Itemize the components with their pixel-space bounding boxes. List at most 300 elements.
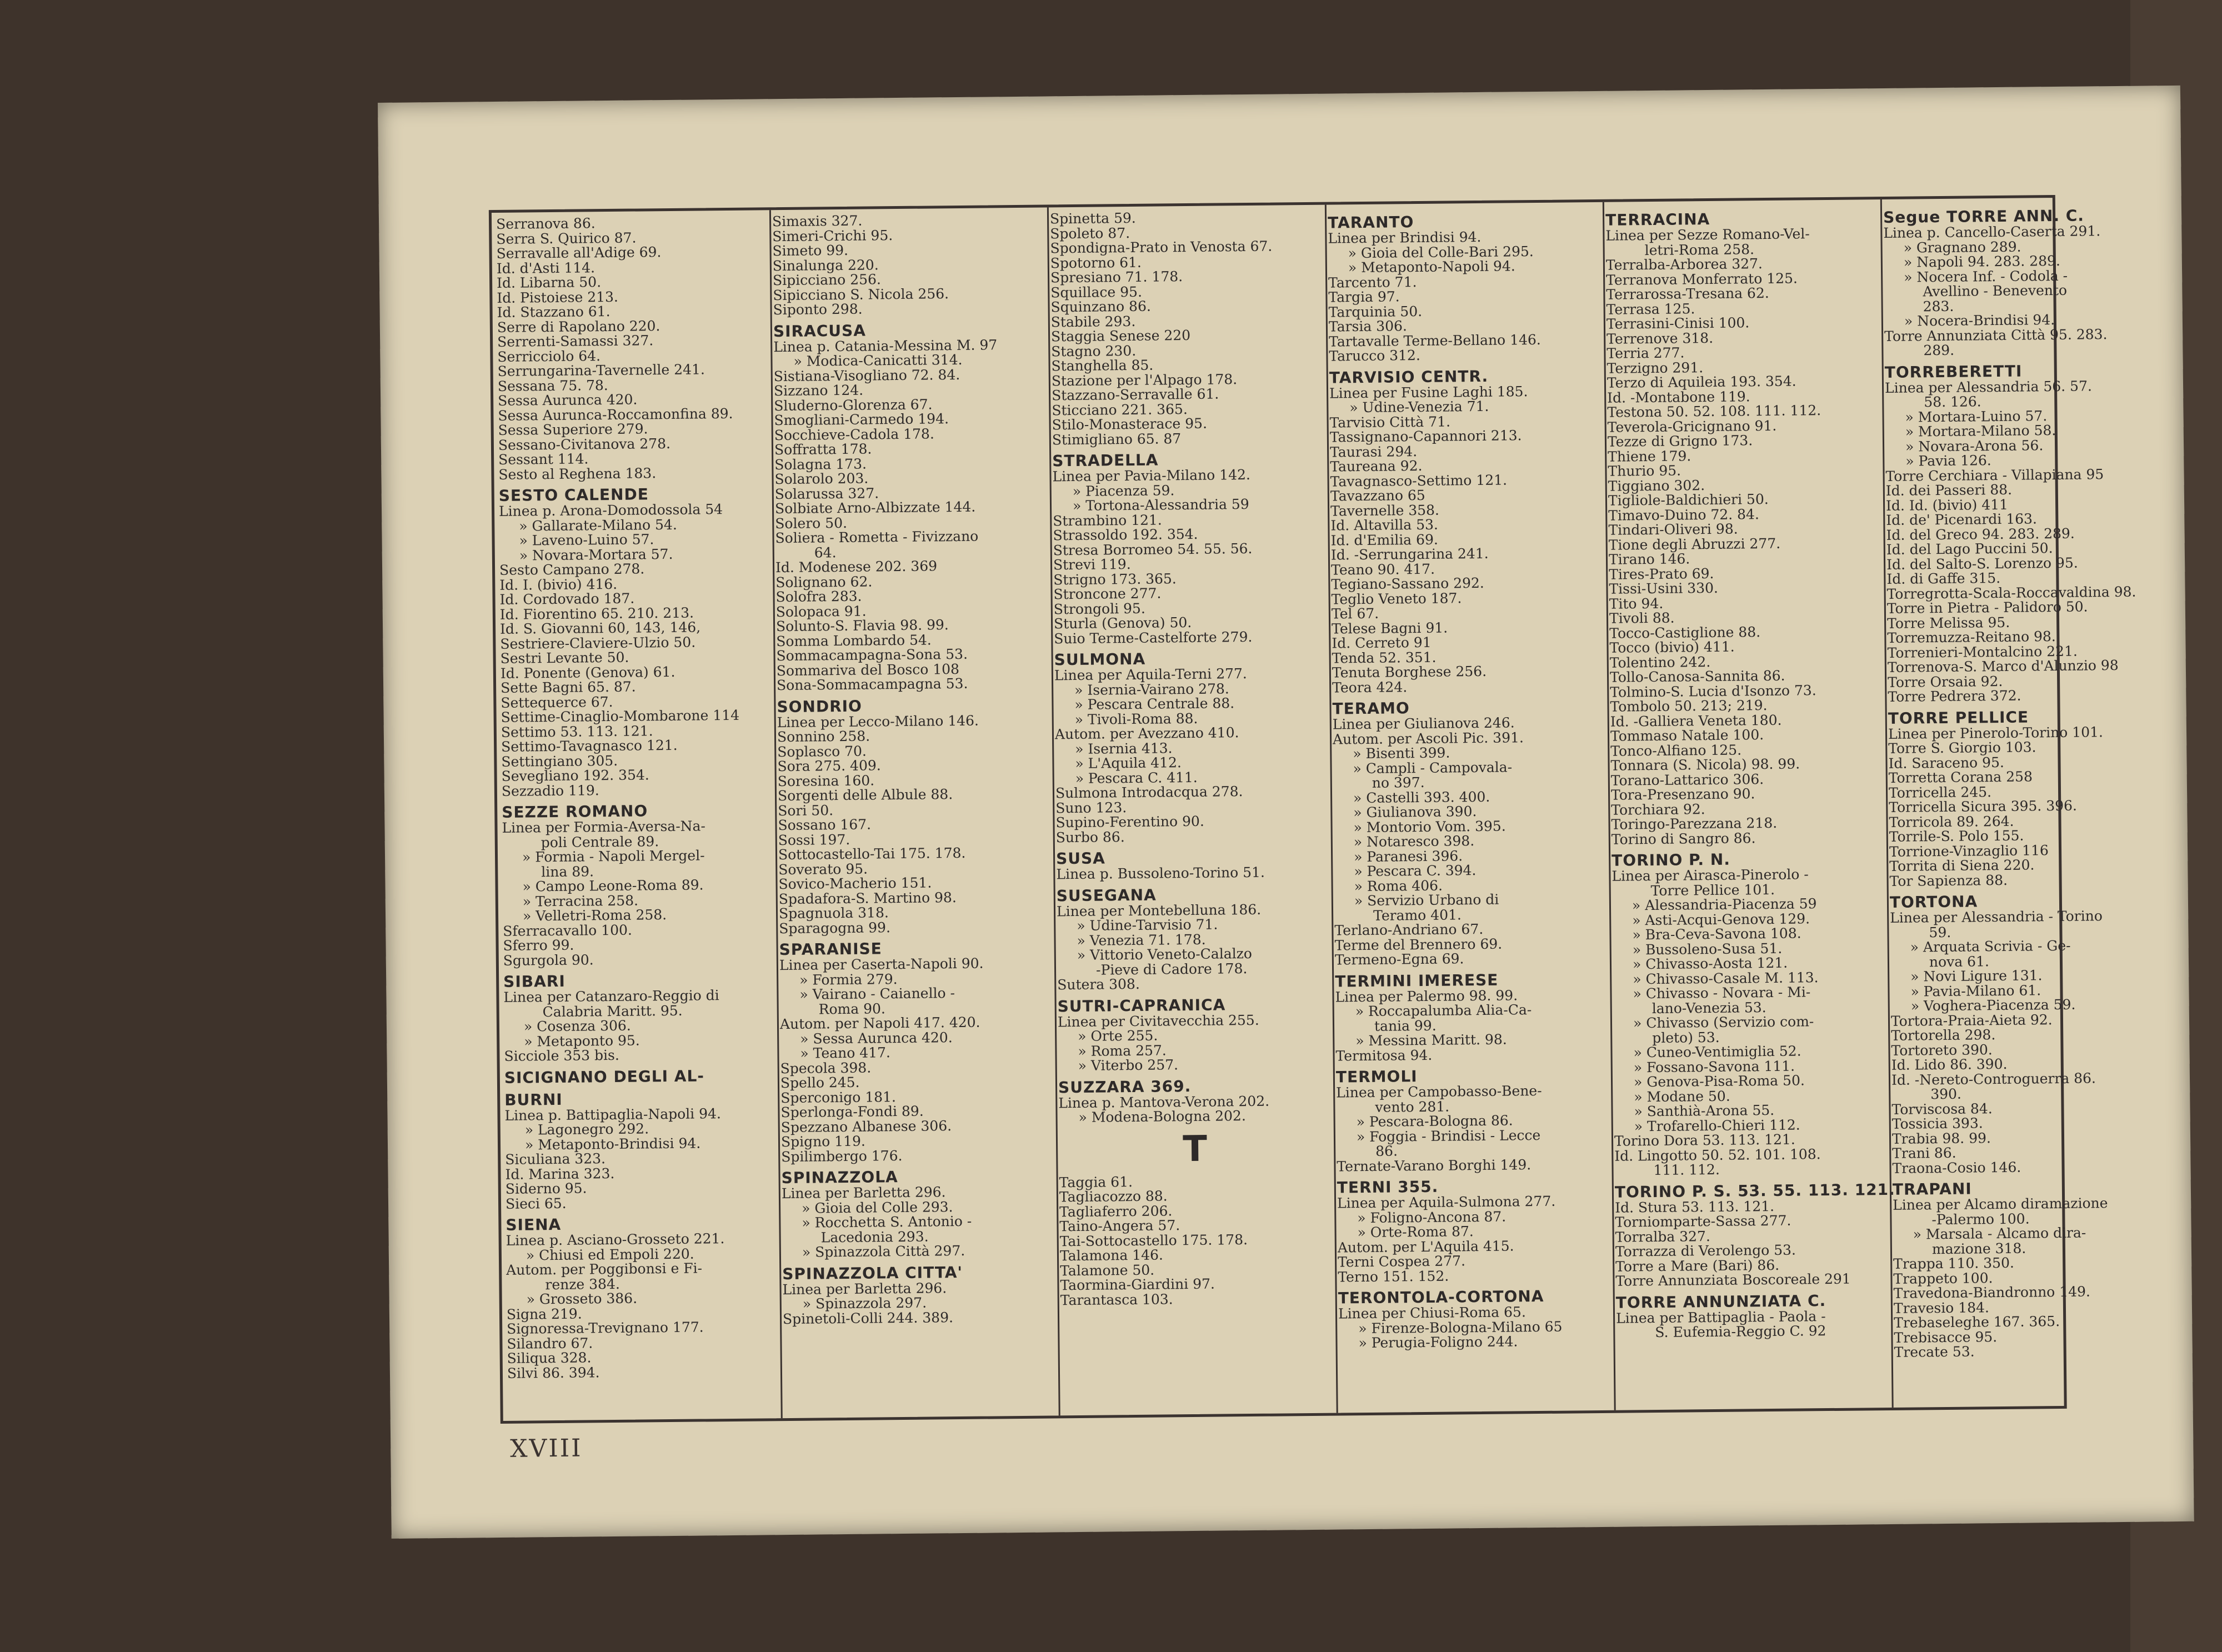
index-entry: tania 99.: [1374, 1017, 1437, 1034]
index-entry: Linea p. Arona-Domodossola 54: [498, 501, 723, 519]
index-entry: Stroncone 277.: [1053, 585, 1162, 603]
index-entry: Sticciano 221. 365.: [1052, 401, 1188, 418]
index-entry: Tito 94.: [1609, 595, 1664, 612]
index-entry: Stanghella 85.: [1051, 357, 1154, 374]
index-entry: » Bussoleno-Susa 51.: [1632, 940, 1783, 958]
index-entry: Tegiano-Sassano 292.: [1331, 574, 1484, 593]
index-entry: Tolmino-S. Lucia d'Isonzo 73.: [1610, 682, 1816, 700]
index-entry: Travesio 184.: [1893, 1299, 1990, 1316]
index-entry: Surbo 86.: [1055, 828, 1125, 845]
index-entry: Strassoldo 192. 354.: [1053, 525, 1198, 544]
section-heading: TERMOLI: [1335, 1067, 1418, 1087]
index-entry: Solopaca 91.: [775, 603, 867, 620]
index-entry: Torrita di Siena 220.: [1889, 857, 2035, 874]
index-entry: Id. -Galliera Veneta 180.: [1610, 712, 1782, 730]
index-entry: Id. Pistoiese 213.: [497, 288, 619, 306]
index-entry: Linea per Sezze Romano-Vel-: [1605, 226, 1810, 244]
index-entry: Taurasi 294.: [1329, 443, 1418, 460]
index-entry: Sette Bagni 65. 87.: [500, 678, 636, 696]
index-entry: Solofra 283.: [775, 588, 862, 605]
section-heading: TERAMO: [1332, 699, 1410, 718]
index-entry: » Laveno-Luino 57.: [519, 531, 654, 549]
index-entry: Simeto 99.: [772, 242, 849, 259]
index-entry: Somma Lombardo 54.: [776, 631, 932, 649]
index-entry: Socchieve-Cadola 178.: [774, 425, 934, 443]
index-entry: Linea per Alessandria - Torino: [1890, 908, 2103, 926]
index-entry: Tonnara (S. Nicola) 98. 99.: [1610, 755, 1800, 774]
index-entry: Sessa Aurunca-Roccamonfina 89.: [498, 405, 733, 424]
index-entry: » Campo Leone-Roma 89.: [522, 877, 704, 895]
index-entry: Terranova Monferrato 125.: [1606, 269, 1798, 288]
index-entry: » Giulianova 390.: [1353, 803, 1477, 821]
index-entry: Avellino - Benevento: [1923, 282, 2068, 300]
index-entry: letri-Roma 258.: [1644, 241, 1755, 258]
index-entry: Torrazza di Verolengo 53.: [1615, 1241, 1796, 1260]
index-entry: Torricola 89. 264.: [1889, 813, 2014, 830]
index-entry: » Chivasso - Novara - Mi-: [1633, 984, 1811, 1002]
index-entry: » Paranesi 396.: [1353, 847, 1463, 865]
index-entry: -Pieve di Cadore 178.: [1095, 960, 1248, 978]
index-entry: Autom. per Avezzano 410.: [1054, 724, 1239, 743]
index-entry: Id. de' Picenardi 163.: [1886, 510, 2038, 528]
index-entry: Serrungarina-Tavernelle 241.: [497, 361, 705, 379]
index-entry: » L'Aquila 412.: [1075, 754, 1182, 772]
index-entry: Stabile 293.: [1050, 313, 1136, 330]
index-entry: Torviscosa 84.: [1891, 1100, 1993, 1118]
index-entry: poli Centrale 89.: [541, 833, 659, 850]
index-entry: Linea per Lecco-Milano 146.: [777, 712, 979, 730]
index-entry: Tarucco 312.: [1329, 347, 1420, 364]
index-entry: Id. del Greco 94. 283. 289.: [1886, 525, 2075, 543]
index-entry: » Modica-Canicatti 314.: [793, 351, 963, 369]
index-entry: Talamona 146.: [1059, 1246, 1164, 1264]
index-entry: » Isernia 413.: [1075, 739, 1173, 757]
index-entry: Tor Sapienza 88.: [1889, 872, 2008, 889]
index-entry: » Orte 255.: [1078, 1027, 1158, 1044]
index-entry: Serra S. Quirico 87.: [496, 229, 637, 247]
section-heading: SIBARI: [503, 972, 565, 991]
index-entry: Teverola-Gricignano 91.: [1607, 417, 1777, 435]
index-entry: » Terracina 258.: [522, 892, 639, 910]
index-entry: Terrasini-Cinisi 100.: [1606, 314, 1750, 332]
index-entry: Settimo-Tavagnasco 121.: [501, 737, 678, 755]
index-entry: Sommacampagna-Sona 53.: [776, 645, 968, 664]
index-entry: Sessana 75. 78.: [497, 377, 608, 394]
index-entry: Signoressa-Trevignano 177.: [507, 1319, 704, 1337]
index-entry: Tollo-Canosa-Sannita 86.: [1609, 667, 1785, 685]
index-entry: Soverato 95.: [778, 860, 868, 878]
index-entry: Squillace 95.: [1050, 283, 1143, 301]
index-entry: Talamone 50.: [1060, 1261, 1155, 1279]
index-entry: » Chivasso (Servizio com-: [1633, 1013, 1814, 1032]
index-entry: Simaxis 327.: [772, 212, 863, 230]
section-heading: BURNI: [504, 1090, 563, 1109]
index-entry: » Venezia 71. 178.: [1077, 931, 1206, 949]
index-entry: Spresiano 71. 178.: [1050, 268, 1183, 286]
index-entry: Tolentino 242.: [1609, 653, 1711, 671]
index-entry: Siderno 95.: [505, 1180, 587, 1197]
index-entry: Linea per Barletta 296.: [782, 1279, 947, 1298]
index-entry: 390.: [1930, 1085, 1962, 1103]
index-entry: » Formia - Napoli Mergel-: [522, 847, 705, 865]
index-entry: » Orte-Roma 87.: [1357, 1223, 1474, 1241]
index-entry: Tommaso Natale 100.: [1610, 727, 1764, 744]
index-entry: Tassignano-Capannori 213.: [1329, 427, 1522, 445]
index-entry: » Chiusi ed Empoli 220.: [526, 1245, 694, 1264]
index-entry: Sieci 65.: [505, 1195, 567, 1212]
index-entry: Calabria Maritt. 95.: [542, 1002, 683, 1020]
index-entry: Suno 123.: [1055, 799, 1127, 816]
index-entry: Torrenieri-Montalcino 221.: [1887, 643, 2078, 661]
index-entry: Strongoli 95.: [1053, 600, 1145, 617]
index-column-4: [1328, 207, 1612, 1409]
section-heading: TORREBERETTI: [1884, 362, 2023, 382]
index-entry: Tocco (bivio) 411.: [1609, 638, 1735, 656]
index-entry: Torricella 245.: [1888, 783, 1992, 801]
index-entry: » Fossano-Savona 111.: [1633, 1058, 1795, 1075]
index-entry: » Metaponto-Brindisi 94.: [524, 1135, 701, 1153]
index-entry: Tortorella 298.: [1891, 1027, 1996, 1044]
index-entry: » Nocera-Brindisi 94.: [1904, 312, 2055, 329]
index-frame: [489, 195, 2136, 1424]
index-entry: Tagliaferro 206.: [1059, 1202, 1173, 1220]
index-entry: Solignano 62.: [775, 573, 873, 590]
index-entry: Sferro 99.: [503, 937, 574, 954]
index-entry: Spezzano Albanese 306.: [780, 1117, 952, 1135]
index-entry: » Asti-Acqui-Genova 129.: [1632, 910, 1810, 928]
index-entry: pleto) 53.: [1652, 1029, 1720, 1046]
index-entry: Specola 398.: [780, 1059, 872, 1077]
index-entry: » Novara-Arona 56.: [1905, 437, 2044, 455]
index-entry: Tai-Sottocastello 175. 178.: [1059, 1231, 1248, 1249]
index-entry: mazione 318.: [1931, 1240, 2026, 1257]
section-heading: SICIGNANO DEGLI AL-: [504, 1066, 705, 1087]
index-entry: Stagno 230.: [1051, 342, 1137, 359]
index-entry: » Roma 257.: [1078, 1042, 1167, 1059]
index-entry: » Pescara C. 411.: [1075, 769, 1198, 787]
index-entry: » Isernia-Vairano 278.: [1074, 680, 1229, 698]
index-entry: Terzo di Aquileia 193. 354.: [1607, 373, 1796, 391]
index-entry: Tortora-Praia-Aieta 92.: [1890, 1011, 2053, 1029]
index-entry: Tombolo 50. 213; 219.: [1610, 697, 1768, 715]
index-entry: Silvi 86. 394.: [507, 1364, 600, 1381]
page-number: XVIII: [510, 1434, 583, 1463]
index-entry: » Gallarate-Milano 54.: [519, 516, 677, 534]
index-entry: Tavernelle 358.: [1330, 502, 1440, 519]
index-entry: Siculiana 323.: [505, 1150, 606, 1168]
index-entry: Tires-Prato 69.: [1609, 565, 1714, 583]
index-entry: Spilimbergo 176.: [781, 1147, 903, 1165]
index-entry: Autom. per Ascoli Pic. 391.: [1332, 729, 1524, 748]
index-entry: » Mortara-Luino 57.: [1905, 407, 2048, 425]
index-entry: Tarantasca 103.: [1060, 1290, 1173, 1308]
index-entry: Linea per Catanzaro-Reggio di: [503, 987, 719, 1005]
index-entry: Termeno-Egna 69.: [1334, 950, 1464, 968]
index-entry: » Viterbo 257.: [1078, 1057, 1179, 1074]
index-entry: » Pescara-Bologna 86.: [1356, 1112, 1513, 1130]
index-entry: Id. di Gaffe 315.: [1886, 569, 2001, 587]
index-entry: Id. Lido 86. 390.: [1891, 1055, 2008, 1073]
index-entry: Terria 277.: [1607, 344, 1685, 362]
index-entry: Sessa Superiore 279.: [498, 420, 648, 438]
index-entry: Teglio Veneto 187.: [1331, 589, 1462, 608]
index-entry: Torre Melissa 95.: [1886, 614, 2010, 632]
index-entry: » Notaresco 398.: [1353, 833, 1475, 850]
index-entry: Spotorno 61.: [1050, 254, 1142, 271]
index-entry: Autom. per L'Aquila 415.: [1337, 1237, 1514, 1256]
index-entry: Teano 90. 417.: [1331, 560, 1435, 578]
index-entry: Torregrotta-Scala-Roccavaldina 98.: [1886, 583, 2136, 602]
index-entry: » Piacenza 59.: [1072, 482, 1175, 499]
index-entry: Linea per Battipaglia - Paola -: [1615, 1308, 1826, 1326]
index-entry: Tel 67.: [1331, 605, 1379, 622]
section-heading: SPARANISE: [779, 939, 882, 959]
index-entry: Tione degli Abruzzi 277.: [1608, 535, 1781, 553]
index-entry: Sezzadio 119.: [501, 782, 599, 799]
index-entry: » Servizio Urbano di: [1354, 891, 1499, 909]
index-entry: » Voghera-Piacenza 59.: [1910, 996, 2076, 1014]
index-entry: Tigliole-Baldichieri 50.: [1608, 490, 1769, 509]
index-entry: Tagliacozzo 88.: [1059, 1188, 1168, 1205]
index-entry: » Vittorio Veneto-Calalzo: [1077, 945, 1253, 963]
index-entry: Stazione per l'Alpago 178.: [1051, 371, 1238, 389]
index-entry: » Pescara C. 394.: [1354, 862, 1477, 880]
index-entry: Sinalunga 220.: [772, 256, 879, 274]
index-entry: Id. S. Giovanni 60, 143, 146,: [499, 619, 701, 637]
section-heading: SIRACUSA: [773, 321, 867, 341]
index-entry: Teramo 401.: [1373, 906, 1462, 924]
index-entry: Solunto-S. Flavia 98. 99.: [775, 617, 949, 635]
index-entry: Linea per Caserta-Napoli 90.: [779, 955, 984, 974]
index-entry: Soliera - Rometta - Fivizzano: [775, 528, 979, 547]
index-entry: Torino Dora 53. 113. 121.: [1614, 1131, 1795, 1149]
index-entry: Torino di Sangro 86.: [1611, 829, 1756, 848]
section-heading: TORTONA: [1889, 892, 1978, 912]
index-entry: Id. Libarna 50.: [496, 274, 602, 291]
index-column-3: [1050, 209, 1334, 1412]
index-entry: Tarquinia 50.: [1328, 303, 1423, 321]
index-entry: Torano-Lattarico 306.: [1610, 770, 1764, 789]
section-heading: SIENA: [506, 1215, 562, 1234]
index-entry: Sulmona Introdacqua 278.: [1055, 783, 1243, 802]
index-entry: Sferracavallo 100.: [503, 922, 633, 939]
index-entry: Suio Terme-Castelforte 279.: [1054, 628, 1253, 647]
index-entry: Linea per Airasca-Pinerolo -: [1612, 866, 1809, 884]
index-entry: Stresa Borromeo 54. 55. 56.: [1053, 540, 1253, 558]
index-entry: Torrile-S. Polo 155.: [1889, 827, 2024, 845]
index-entry: » Roma 406.: [1354, 877, 1443, 894]
index-entry: Sossi 197.: [778, 831, 850, 848]
index-entry: renze 384.: [545, 1275, 620, 1293]
index-entry: Id. Cerreto 91: [1332, 634, 1432, 652]
index-entry: Sicciole 353 bis.: [504, 1047, 619, 1064]
index-entry: » Grosseto 386.: [526, 1290, 638, 1308]
index-entry: Settimo 53. 113. 121.: [501, 722, 653, 740]
index-entry: » Campli - Campovala-: [1353, 758, 1513, 777]
index-entry: Terzigno 291.: [1607, 359, 1704, 377]
index-entry: Linea per Aquila-Terni 277.: [1054, 665, 1247, 684]
index-entry: Tavazzano 65: [1330, 487, 1425, 504]
index-entry: Linea p. Battipaglia-Napoli 94.: [504, 1105, 722, 1124]
letter-divider: T: [1182, 1128, 1208, 1170]
section-heading: SESTO CALENDE: [498, 485, 649, 505]
index-entry: Tarsia 306.: [1328, 318, 1408, 335]
index-entry: Id. Fiorentino 65. 210. 213.: [499, 604, 694, 623]
index-entry: Stazzano-Serravalle 61.: [1051, 386, 1219, 404]
index-entry: » Rocchetta S. Antonio -: [802, 1213, 972, 1231]
index-entry: Torre Annunziata Città 95. 283.: [1884, 326, 2108, 344]
index-entry: » Foligno-Ancona 87.: [1357, 1208, 1507, 1226]
index-entry: » Marsala - Alcamo dira-: [1913, 1224, 2086, 1243]
index-entry: Id. Cordovado 187.: [499, 590, 635, 608]
index-entry: Sorgenti delle Albule 88.: [777, 786, 953, 804]
index-entry: Torre Orsaia 92.: [1887, 673, 2003, 690]
index-entry: » Udine-Tarvisio 71.: [1077, 916, 1218, 934]
index-entry: » Perugia-Foligno 244.: [1358, 1333, 1518, 1351]
index-entry: » Genova-Pisa-Roma 50.: [1633, 1072, 1805, 1090]
index-entry: » Lagonegro 292.: [524, 1120, 649, 1138]
index-entry: » Pavia 126.: [1905, 452, 1991, 469]
index-entry: Spigno 119.: [780, 1133, 866, 1150]
index-entry: Id. Altavilla 53.: [1330, 516, 1439, 534]
index-entry: Sipicciano S. Nicola 256.: [773, 285, 949, 303]
index-entry: Id. -Montabone 119.: [1607, 388, 1750, 406]
index-entry: Torre Annunziata Boscoreale 291: [1615, 1270, 1851, 1289]
index-entry: Torremuzza-Reitano 98.: [1887, 628, 2056, 646]
index-entry: lano-Venezia 53.: [1652, 999, 1766, 1017]
index-entry: Id. Stazzano 61.: [497, 303, 610, 321]
index-entry: Id. d'Emilia 69.: [1330, 531, 1438, 549]
section-heading: TARANTO: [1327, 213, 1414, 232]
section-heading: SUZZARA 369.: [1058, 1077, 1192, 1097]
index-entry: Sperlonga-Fondi 89.: [780, 1103, 924, 1121]
index-entry: Trabia 98. 99.: [1891, 1129, 1991, 1147]
index-entry: Sesto al Reghena 183.: [498, 464, 657, 483]
index-entry: Linea per Alessandria 56. 57.: [1884, 377, 2092, 396]
index-entry: Torrione-Vinzaglio 116: [1889, 842, 2049, 860]
index-entry: Torre S. Giorgio 103.: [1888, 739, 2036, 757]
index-entry: » Metaponto-Napoli 94.: [1348, 258, 1515, 276]
index-entry: Serravalle all'Adige 69.: [496, 244, 662, 262]
index-entry: Tenda 52. 351.: [1332, 649, 1437, 667]
index-entry: Sutera 308.: [1057, 975, 1140, 993]
index-entry: Thurio 95.: [1608, 462, 1681, 479]
section-heading: TRAPANI: [1892, 1179, 1972, 1199]
section-heading: TORRE PELLICE: [1888, 708, 2029, 728]
index-entry: Torniomparte-Sassa 277.: [1615, 1212, 1791, 1230]
index-entry: » Arquata Scrivia - Ge-: [1910, 937, 2071, 955]
index-entry: Tarcento 71.: [1328, 273, 1417, 291]
index-entry: Torre in Pietra - Palidoro 50.: [1886, 598, 2088, 617]
index-entry: Autom. per Napoli 417. 420.: [779, 1014, 980, 1033]
section-heading: SUSEGANA: [1056, 885, 1157, 905]
index-entry: Sovico-Macherio 151.: [778, 874, 932, 893]
index-entry: Sessano-Civitanova 278.: [498, 435, 671, 453]
index-entry: » Velletri-Roma 258.: [522, 907, 667, 924]
index-entry: Linea per Formia-Aversa-Na-: [502, 818, 706, 836]
index-entry: Supino-Ferentino 90.: [1055, 813, 1204, 831]
section-heading: SUSA: [1055, 849, 1106, 868]
index-entry: » Spinazzola 297.: [802, 1294, 927, 1312]
index-entry: Tezze di Grigno 173.: [1607, 432, 1753, 450]
index-entry: Linea p. Bussoleno-Torino 51.: [1056, 864, 1265, 883]
index-entry: Sestriere-Claviere-Ulzio 50.: [500, 634, 696, 652]
index-entry: Lacedonia 293.: [820, 1228, 929, 1245]
index-entry: Tonco-Alfiano 125.: [1610, 741, 1742, 759]
index-entry: lina 89.: [541, 863, 594, 880]
index-entry: Torre Pedrera 372.: [1888, 687, 2021, 705]
index-entry: Tartavalle Terme-Bellano 146.: [1329, 331, 1541, 350]
index-entry: Sonnino 258.: [777, 728, 870, 745]
index-entry: Stimigliano 65. 87: [1052, 430, 1182, 448]
index-entry: Linea per Chiusi-Roma 65.: [1338, 1304, 1526, 1322]
index-entry: Solagna 173.: [774, 455, 867, 473]
index-entry: Linea p. Asciano-Grosseto 221.: [506, 1230, 725, 1249]
index-entry: » Spinazzola Città 297.: [802, 1242, 965, 1260]
index-entry: Silandro 67.: [507, 1334, 593, 1352]
index-column-6: [1883, 202, 2136, 1404]
index-entry: Sipicciano 256.: [772, 271, 882, 289]
index-entry: no 397.: [1372, 774, 1425, 791]
index-entry: S. Eufemia-Reggio C. 92: [1655, 1323, 1826, 1341]
section-heading: TARVISIO CENTR.: [1329, 367, 1489, 387]
index-entry: Taormina-Giardini 97.: [1060, 1275, 1215, 1294]
index-entry: » Montorio Vom. 395.: [1353, 818, 1506, 835]
index-entry: 86.: [1375, 1143, 1398, 1159]
index-entry: Terlano-Andriano 67.: [1334, 920, 1484, 939]
index-entry: » Gioia del Colle-Bari 295.: [1348, 243, 1534, 261]
index-entry: Taino-Angera 57.: [1059, 1217, 1180, 1235]
index-entry: Torre Cerchiara - Villapiana 95: [1885, 465, 2104, 484]
index-entry: » Tivoli-Roma 88.: [1074, 710, 1198, 728]
section-heading: SPINAZZOLA: [781, 1168, 898, 1188]
index-entry: Trebisacce 95.: [1894, 1328, 1998, 1346]
index-entry: Spondigna-Prato in Venosta 67.: [1050, 238, 1273, 257]
index-entry: Sottocastello-Tai 175. 178.: [778, 844, 966, 863]
index-entry: » Pescara Centrale 88.: [1074, 695, 1235, 713]
index-entry: Linea per Brindisi 94.: [1328, 228, 1482, 247]
index-entry: » Mortara-Milano 58.: [1905, 422, 2056, 440]
index-entry: » Cosenza 306.: [523, 1017, 631, 1035]
index-entry: Targia 97.: [1328, 288, 1400, 306]
index-entry: Sturla (Genova) 50.: [1053, 614, 1192, 632]
index-entry: Spoleto 87.: [1050, 224, 1130, 242]
index-entry: Tarvisio Città 71.: [1329, 413, 1451, 431]
index-entry: Terralba-Arborea 327.: [1605, 256, 1763, 273]
index-entry: Travedona-Biandronno 149.: [1893, 1283, 2091, 1301]
index-entry: Sluderno-Glorenza 67.: [774, 396, 933, 414]
index-entry: Torre Pellice 101.: [1650, 881, 1775, 899]
index-entry: Terrarossa-Tresana 62.: [1606, 284, 1769, 303]
index-entry: Teora 424.: [1332, 678, 1408, 696]
index-entry: » Formia 279.: [799, 970, 898, 988]
index-entry: » Chivasso-Aosta 121.: [1632, 954, 1788, 973]
index-entry: » Castelli 393. 400.: [1353, 788, 1490, 806]
index-entry: Sommariva del Bosco 108: [776, 660, 960, 679]
index-entry: Id. I. (bivio) 416.: [499, 575, 618, 593]
index-entry: 64.: [814, 544, 837, 560]
index-entry: » Bisenti 399.: [1353, 744, 1450, 762]
index-entry: Sossano 167.: [778, 816, 872, 834]
index-entry: Trappeto 100.: [1893, 1269, 1993, 1287]
index-entry: Trani 86.: [1892, 1144, 1956, 1162]
index-entry: Serrenti-Samassi 327.: [497, 332, 654, 350]
index-entry: Sizzano 124.: [773, 382, 864, 399]
index-entry: Timavo-Duino 72. 84.: [1608, 505, 1759, 524]
index-entry: Strambino 121.: [1053, 511, 1162, 529]
index-entry: Linea p. Cancello-Caserta 291.: [1883, 223, 2101, 241]
index-entry: Linea per Fusine Laghi 185.: [1329, 383, 1528, 402]
